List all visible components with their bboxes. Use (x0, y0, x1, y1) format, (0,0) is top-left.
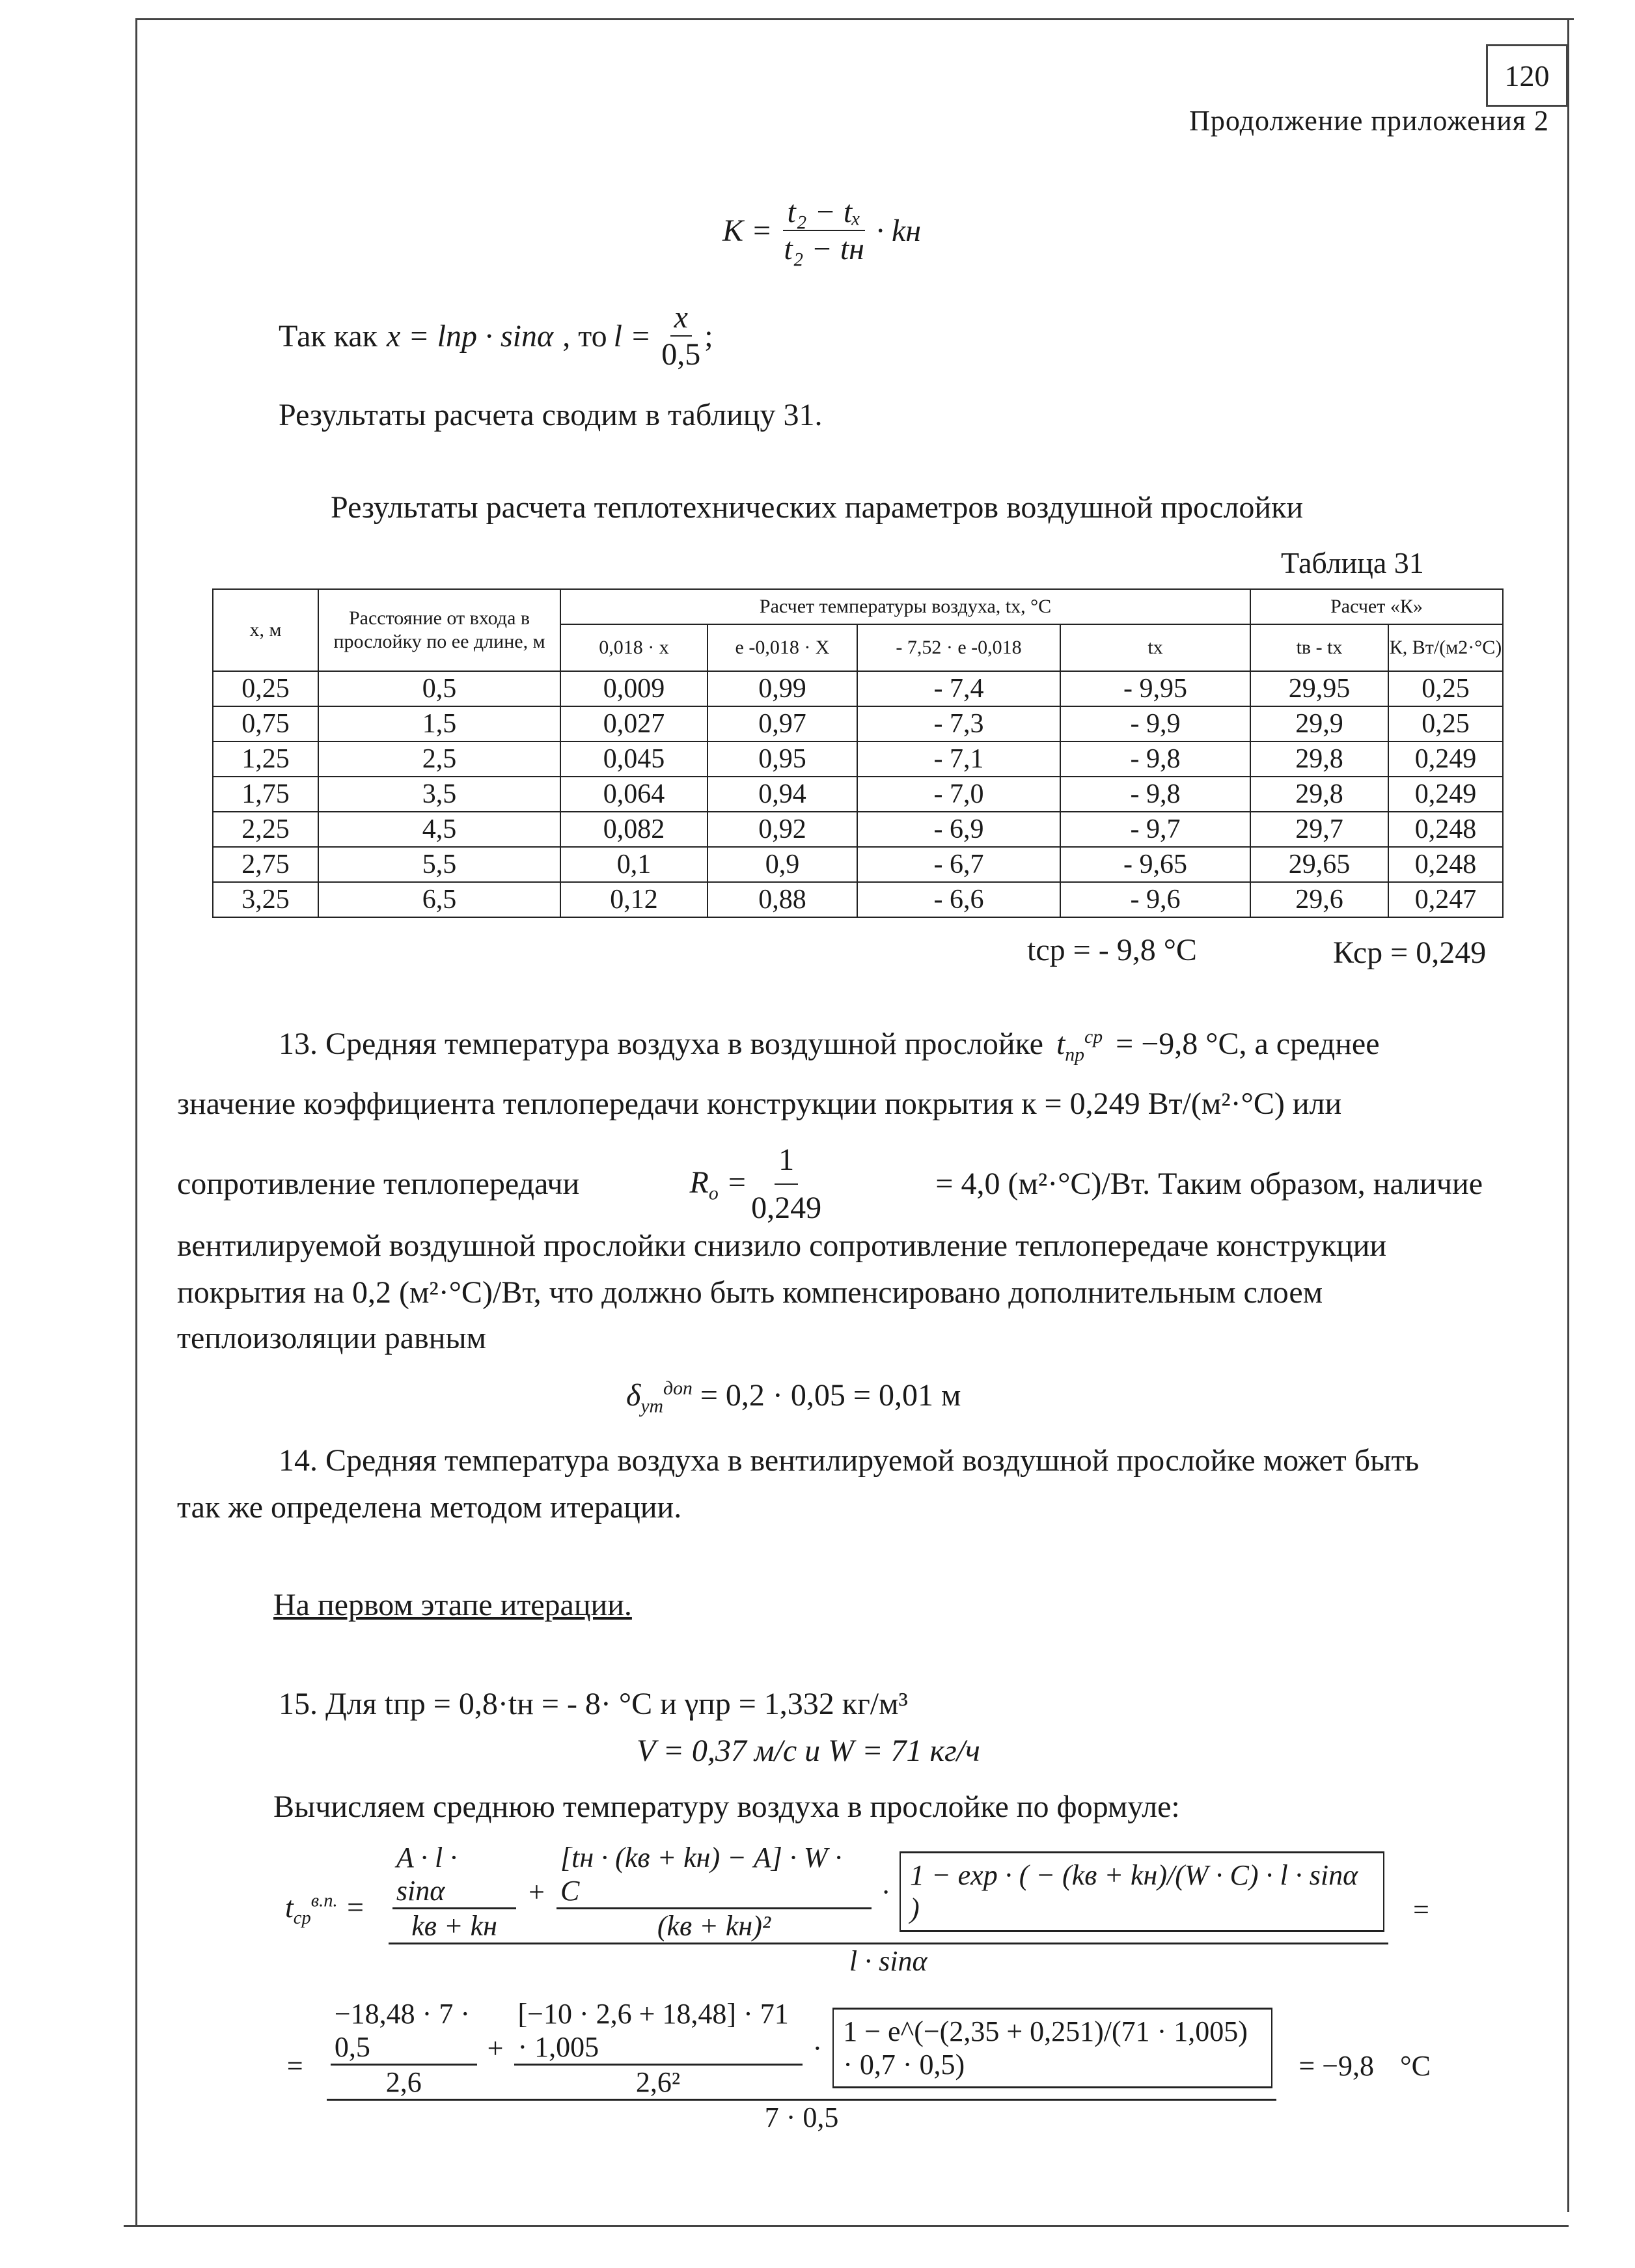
table-title: Результаты расчета теплотехнических параметров воздушной прослойки (331, 490, 1304, 525)
tak-kak-fraction (657, 299, 704, 372)
table-cell: - 9,8 (1060, 741, 1250, 777)
table-cell: 0,9 (708, 847, 857, 882)
table-cell: 6,5 (318, 882, 560, 917)
table-cell: 0,25 (1388, 671, 1503, 706)
table-cell: 0,25 (1388, 706, 1503, 741)
table-cell: 0,1 (560, 847, 708, 882)
results-line: Результаты расчета сводим в таблицу 31. (279, 398, 823, 432)
formula-big-n2-num: [−10 · 2,6 + 18,48] · 71 · 1,005 (514, 1997, 803, 2066)
p13-delta-value: = 0,2 · 0,05 = 0,01 м (700, 1378, 961, 1413)
tak-kak-den: 0,5 (661, 337, 701, 372)
p13-line2: значение коэффициента теплопередачи конструкции покрытия к = 0,249 Вт/(м²·°С) или (177, 1086, 1342, 1121)
formula-k: K = $\frac{\text{t₂ − tₓ}}{\text{t₂ − tн}}$ · kн (722, 195, 922, 266)
p13-l3b: = 4,0 (м²·°С)/Вт. Таким образом, наличие (935, 1167, 1483, 1201)
table-cell: 0,92 (708, 812, 857, 847)
table-cell: 0,247 (1388, 882, 1503, 917)
formula-big-n2-den: 2,6² (635, 2066, 681, 2098)
formula-big-denominator: l · sinα (849, 1945, 927, 1977)
formula-big: $t_{ср}^{в.п.}$ = $\frac{A \cdot l \cdot \sin\alpha}{kв + kн}$ + $\frac{[tн \cdot (kв + kн) - A] \cdot W \cdot C}{\text{(kв + kн)²}}$ · 1 − exp · ( − (kв + kн)/(W · C) · l · sinα ) l · sinα = = $\frac{-18,48 \cdot 7 \cdot 0,5}{2,6}$ + $\frac{[-10 \cdot 2,6 + 18,48] \cdot 71 \cdot 1,005}{\text{2,6²}}$ · 1 − e^(−(2,35 + 0,251)/(71 · 1,005) · 0,7 · 0,5) 7 · 0,5 = −9,8 °С (285, 1842, 1431, 2133)
table-31 (212, 588, 1504, 918)
table-cell: - 7,0 (857, 777, 1060, 812)
th-c5: tв - tx (1250, 624, 1388, 671)
table-cell: 0,082 (560, 812, 708, 847)
formula-big-result: = −9,8 (1298, 2049, 1375, 2082)
p13-ro-frac (747, 1137, 825, 1232)
tak-kak-expr: x = lпр · sinα (386, 318, 554, 353)
p13-delta: $\delta_{ут}^{доп} = 0,2 \cdot 0,05 = 0,01$ м (626, 1377, 961, 1417)
table-cell: - 7,3 (857, 706, 1060, 741)
table-cell: 3,25 (213, 882, 318, 917)
table-cell: 29,9 (1250, 706, 1388, 741)
table-cell: - 7,1 (857, 741, 1060, 777)
p15-line1: 15. Для tпр = 0,8·tн = - 8· °С и γпр = 1,332 кг/м³ (279, 1687, 908, 1721)
table-cell: 5,5 (318, 847, 560, 882)
table-cell: 29,8 (1250, 741, 1388, 777)
p13-ro: $R_o$ = $\frac{1}{0,249}$ (690, 1137, 826, 1232)
table-cell: 1,5 (318, 706, 560, 741)
table-cell: - 9,8 (1060, 777, 1250, 812)
table-row (213, 882, 1503, 917)
table-cell: - 9,65 (1060, 847, 1250, 882)
table-cell: 0,99 (708, 671, 857, 706)
t-cp: tср = - 9,8 °С (1027, 933, 1197, 967)
p15-line2: V = 0,37 м/с и W = 71 кг/ч (637, 1734, 980, 1768)
table-cell: 0,027 (560, 706, 708, 741)
p13-ro-den: 0,249 (751, 1191, 822, 1225)
tak-kak-tail: ; (704, 318, 713, 353)
th-calc-k: Расчет «К» (1250, 589, 1503, 624)
formula-big-n1 (331, 1997, 477, 2099)
th-x: x, м (213, 589, 318, 671)
p13-line4: вентилируемой воздушной прослойки снизило сопротивление теплопередаче конструкции (177, 1228, 1387, 1263)
th-calc-temp: Расчет температуры воздуха, tx, °C (560, 589, 1250, 624)
formula-big-bracket: 1 − exp · ( − (kв + kн)/(W · C) · l · sinα ) (900, 1851, 1384, 1932)
first-stage-heading: На первом этапе итерации. (273, 1588, 632, 1622)
table-cell: 0,009 (560, 671, 708, 706)
p13-l1b: = −9,8 °С, а среднее (1116, 1027, 1380, 1061)
table-cell: 0,94 (708, 777, 857, 812)
table-cell: - 9,6 (1060, 882, 1250, 917)
formula-big-t1-den: kв + kн (411, 1910, 497, 1942)
table-cell: 4,5 (318, 812, 560, 847)
formula-big-t2-num: [tн · (kв + kн) − A] · W · C (556, 1841, 872, 1909)
formula-big-numeric-numerator: $\frac{-18,48 \cdot 7 \cdot 0,5}{2,6}$ + $\frac{[-10 \cdot 2,6 + 18,48] \cdot 71 \cdot 1,005}{\text{2,6²}}$ · 1 − e^(−(2,35 + 0,251)/(71 · 1,005) · 0,7 · 0,5) (327, 1997, 1276, 2101)
table-cell: 0,064 (560, 777, 708, 812)
formula-k-num: t₂ − tₓ (783, 194, 864, 231)
p13-line6: теплоизоляции равным (177, 1321, 487, 1355)
formula-k-fraction (780, 194, 868, 267)
formula-big-t2-den: (kв + kн)² (657, 1910, 771, 1942)
table-cell: 29,65 (1250, 847, 1388, 882)
table-cell: 2,75 (213, 847, 318, 882)
formula-big-n1-num: −18,48 · 7 · 0,5 (331, 1997, 477, 2066)
formula-big-n2 (514, 1997, 803, 2099)
formula-big-numerator: $\frac{A \cdot l \cdot \sin\alpha}{kв + kн}$ + $\frac{[tн \cdot (kв + kн) - A] \cdot W \cdot C}{\text{(kв + kн)²}}$ · 1 − exp · ( − (kв + kн)/(W · C) · l · sinα ) (389, 1841, 1388, 1944)
formula-big-exp-part: 1 − e^(−(2,35 + 0,251)/(71 · 1,005) · 0,7 · 0,5) (832, 2008, 1272, 2088)
formula-big-t2 (556, 1841, 872, 1943)
formula-big-lhs: $t_{ср}^{в.п.}$ = (285, 1890, 366, 1929)
p14-line2: так же определена методом итерации. (177, 1490, 682, 1525)
table-cell: 0,25 (213, 671, 318, 706)
page-number: 120 (1486, 44, 1568, 107)
k-cp: Кср = 0,249 (1333, 935, 1487, 970)
table-cell: 0,5 (318, 671, 560, 706)
table-cell: 1,75 (213, 777, 318, 812)
th-c6: К, Вт/(м2·°С) (1388, 624, 1503, 671)
table-cell: 2,25 (213, 812, 318, 847)
formula-k-tail: · kн (875, 213, 922, 248)
formula-big-numeric-denominator: 7 · 0,5 (764, 2101, 839, 2133)
page-frame-top (135, 18, 1574, 20)
table-label: Таблица 31 (1281, 546, 1424, 579)
formula-big-main-frac (372, 1841, 1405, 1978)
th-c4: tx (1060, 624, 1250, 671)
table-cell: 3,5 (318, 777, 560, 812)
p15-line3: Вычисляем среднюю температуру воздуха в прослойке по формуле: (273, 1790, 1180, 1824)
th-distance: Расстояние от входа в прослойку по ее длине, м (318, 589, 560, 671)
table-cell: - 6,7 (857, 847, 1060, 882)
tak-kak-mid: , то (562, 318, 607, 353)
table-cell: 0,88 (708, 882, 857, 917)
page-frame-left (135, 18, 137, 2225)
page-frame-bottom (124, 2225, 1569, 2227)
p13-line3 (177, 1137, 1483, 1232)
table-cell: 0,249 (1388, 777, 1503, 812)
p13-tcp-symbol: $t_{пр}^{ср}$ (1056, 1026, 1103, 1066)
formula-k-den: t₂ − tн (784, 232, 864, 266)
th-c1: 0,018 · x (560, 624, 708, 671)
table-cell: - 9,7 (1060, 812, 1250, 847)
tak-kak-prefix: Так как (279, 318, 378, 353)
table-cell: 0,045 (560, 741, 708, 777)
tak-kak-num: x (670, 299, 692, 337)
table-cell: 0,97 (708, 706, 857, 741)
table-cell: 29,6 (1250, 882, 1388, 917)
p14-line1: 14. Средняя температура воздуха в вентилируемой воздушной прослойке может быть (279, 1443, 1420, 1478)
table-cell: 0,75 (213, 706, 318, 741)
p13-line5: покрытия на 0,2 (м²·°С)/Вт, что должно быть компенсировано дополнительным слоем (177, 1275, 1323, 1310)
table-cell: 29,8 (1250, 777, 1388, 812)
tak-kak-l: l = (613, 318, 652, 353)
table-cell: - 7,4 (857, 671, 1060, 706)
table-cell: 0,249 (1388, 741, 1503, 777)
table-cell: - 6,6 (857, 882, 1060, 917)
table-row (213, 847, 1503, 882)
table-row (213, 671, 1503, 706)
table-cell: 29,7 (1250, 812, 1388, 847)
table-cell: 0,95 (708, 741, 857, 777)
table-cell: 2,5 (318, 741, 560, 777)
table-cell: 29,95 (1250, 671, 1388, 706)
table-row (213, 812, 1503, 847)
formula-big-numeric-frac (311, 1997, 1293, 2134)
table-cell: - 9,9 (1060, 706, 1250, 741)
table-row (213, 777, 1503, 812)
table-cell: 0,248 (1388, 847, 1503, 882)
p13-ro-num: 1 (775, 1137, 798, 1185)
table-cell: - 9,95 (1060, 671, 1250, 706)
table-row (213, 706, 1503, 741)
formula-big-n1-den: 2,6 (385, 2066, 422, 2098)
p13-l3a: сопротивление теплопередачи (177, 1167, 580, 1201)
line-tak-kak (279, 299, 713, 372)
page-frame-right (1567, 18, 1569, 2212)
p13-l1a: 13. Средняя температура воздуха в воздушной прослойке (279, 1027, 1043, 1061)
table-cell: - 6,9 (857, 812, 1060, 847)
formula-big-unit: °С (1400, 2049, 1431, 2082)
p13-line1 (279, 1021, 1483, 1070)
formula-big-t1 (392, 1841, 516, 1943)
th-c2: e -0,018 · X (708, 624, 857, 671)
table-cell: 1,25 (213, 741, 318, 777)
th-c3: - 7,52 · e -0,018 (857, 624, 1060, 671)
formula-k-lhs: K (722, 213, 744, 248)
table-row (213, 741, 1503, 777)
table-cell: 0,12 (560, 882, 708, 917)
continuation-note: Продолжение приложения 2 (1189, 105, 1549, 137)
formula-big-t1-num: A · l · sinα (392, 1841, 516, 1909)
table-cell: 0,248 (1388, 812, 1503, 847)
